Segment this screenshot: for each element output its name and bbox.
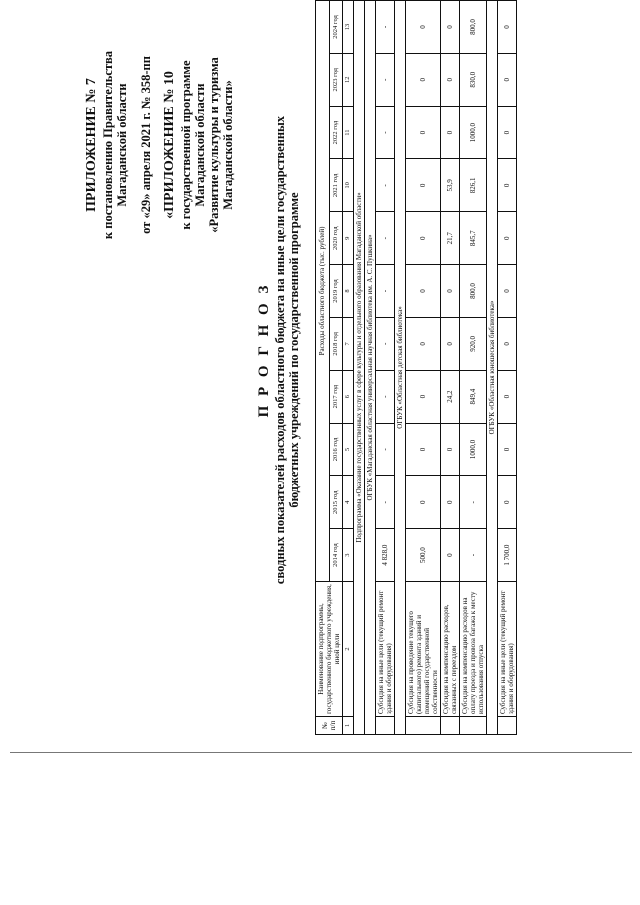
value-cell: 0 [406,265,441,318]
appendix-line: Магаданской области [115,83,129,207]
value-cell: 1000,0 [460,106,487,159]
value-cell: 0 [498,423,517,476]
column-number: 12 [343,53,354,106]
row-number [441,717,460,735]
year-header: 2021 год [329,159,343,212]
value-cell: 0 [498,106,517,159]
appendix-title: ПРИЛОЖЕНИЕ № 7 [84,78,99,212]
value-cell: 0 [441,106,460,159]
column-number: 1 [343,717,354,735]
value-cell: 0 [498,159,517,212]
col-header-group: Расходы областного бюджета (тыс. рублей) [316,1,330,582]
value-cell: 0 [498,476,517,529]
column-number: 3 [343,529,354,582]
row-name: Субсидия на компенсацию расходов, связанных с переездом [441,582,460,717]
table-row [460,1,487,735]
year-header: 2022 год [329,106,343,159]
value-cell: 0 [441,476,460,529]
page-edge-line [10,752,632,753]
value-cell: 0 [406,317,441,370]
year-header: 2017 год [329,370,343,423]
value-cell: 0 [498,265,517,318]
column-number: 10 [343,159,354,212]
year-header: 2020 год [329,212,343,265]
value-cell: - [460,476,487,529]
budget-table [315,0,517,735]
value-cell: 0 [498,317,517,370]
row-number [460,717,487,735]
forecast-title: П Р О Г Н О З [256,282,272,418]
table-row [406,1,441,735]
value-cell: 21,7 [441,212,460,265]
value-cell: 53,9 [441,159,460,212]
row-number [406,717,441,735]
value-cell: 920,0 [460,317,487,370]
value-cell: - [460,529,487,582]
forecast-subtitle-line: бюджетных учреждений по государственной программе [287,192,301,508]
row-name: Субсидия на иные цели (текущий ремонт здания и оборудования) [376,582,395,717]
value-cell: 0 [498,212,517,265]
value-cell: 0 [406,1,441,54]
value-cell: 0 [441,1,460,54]
value-cell: 800,0 [460,265,487,318]
table-row [441,1,460,735]
year-header: 2019 год [329,265,343,318]
row-number [498,717,517,735]
value-cell: 0 [498,370,517,423]
appendix-line: к постановлению Правительства [101,50,115,240]
appendix-line: к государственной программе [179,60,193,230]
row-name: Субсидия на иные цели (текущий ремонт здания и оборудования) [498,582,517,717]
column-number: 13 [343,1,354,54]
value-cell: 0 [406,476,441,529]
value-cell: 0 [441,317,460,370]
row-name: Субсидия на компенсацию расходов на оплату проезда и провоза багажа к месту использования отпуска [460,582,487,717]
value-cell: 24,2 [441,370,460,423]
appendix-block [85,20,235,270]
value-cell: 826,1 [460,159,487,212]
value-cell: 1 700,0 [498,529,517,582]
value-cell: 0 [441,53,460,106]
year-header: 2023 год [329,53,343,106]
year-header: 2018 год [329,317,343,370]
value-cell: - [376,317,395,370]
year-header: 2016 год [329,423,343,476]
section-title: ОГБУК «Областная детская библиотека» [395,1,406,735]
forecast-subtitle-line: сводных показателей расходов областного бюджета на иные цели государственных [273,115,287,585]
subprogram-row [354,1,365,735]
value-cell: 0 [406,53,441,106]
value-cell: 0 [441,423,460,476]
value-cell: 0 [406,423,441,476]
appendix-date: от «29» апреля 2021 г. № 358-пп [139,56,153,234]
column-number: 6 [343,370,354,423]
value-cell: 800,0 [460,1,487,54]
appendix-line: «Развитие культуры и туризма [207,57,221,233]
value-cell: 0 [406,370,441,423]
appendix-line: Магаданской области» [221,80,235,210]
value-cell: 0 [498,1,517,54]
value-cell: - [376,476,395,529]
table-row [498,1,517,735]
year-header: 2024 год [329,1,343,54]
column-number: 2 [343,582,354,717]
column-number: 11 [343,106,354,159]
col-header-num: № п/п [316,717,343,735]
section-row [487,1,498,735]
value-cell: - [376,159,395,212]
value-cell: 849,4 [460,370,487,423]
col-header-name: Наименование подпрограммы, государственного бюджетного учреждения, иной цели [316,582,343,717]
row-number [376,717,395,735]
value-cell: 0 [406,212,441,265]
value-cell: - [376,53,395,106]
value-cell: - [376,423,395,476]
value-cell: - [376,370,395,423]
section-title: ОГБУК «Областная юношеская библиотека» [487,1,498,735]
value-cell: - [376,212,395,265]
year-header: 2014 год [329,529,343,582]
year-header: 2015 год [329,476,343,529]
appendix-subtitle: «ПРИЛОЖЕНИЕ № 10 [162,71,177,219]
value-cell: 845,7 [460,212,487,265]
value-cell: 500,0 [406,529,441,582]
table-row [376,1,395,735]
column-number: 8 [343,265,354,318]
column-number: 5 [343,423,354,476]
value-cell: - [376,106,395,159]
appendix-line: Магаданской области [193,83,207,207]
value-cell: 1000,0 [460,423,487,476]
row-name: Субсидия на проведение текущего (капитального) ремонта зданий и помещений государственной собственности [406,582,441,717]
subprogram-title: Подпрограмма «Оказание государственных услуг в сфере культуры и отдельного образования Магаданской области» [354,1,365,735]
section-row [395,1,406,735]
value-cell: - [376,265,395,318]
section-title: ОГБУК «Магаданская областная универсальная научная библиотека им. А. С. Пушкина» [365,1,376,735]
value-cell: 4 828,0 [376,529,395,582]
column-number: 4 [343,476,354,529]
value-cell: 0 [406,159,441,212]
value-cell: 0 [441,529,460,582]
forecast-heading [255,80,301,620]
section-row [365,1,376,735]
value-cell: - [376,1,395,54]
value-cell: 830,0 [460,53,487,106]
column-number: 9 [343,212,354,265]
column-number: 7 [343,317,354,370]
value-cell: 0 [441,265,460,318]
value-cell: 0 [498,53,517,106]
value-cell: 0 [406,106,441,159]
